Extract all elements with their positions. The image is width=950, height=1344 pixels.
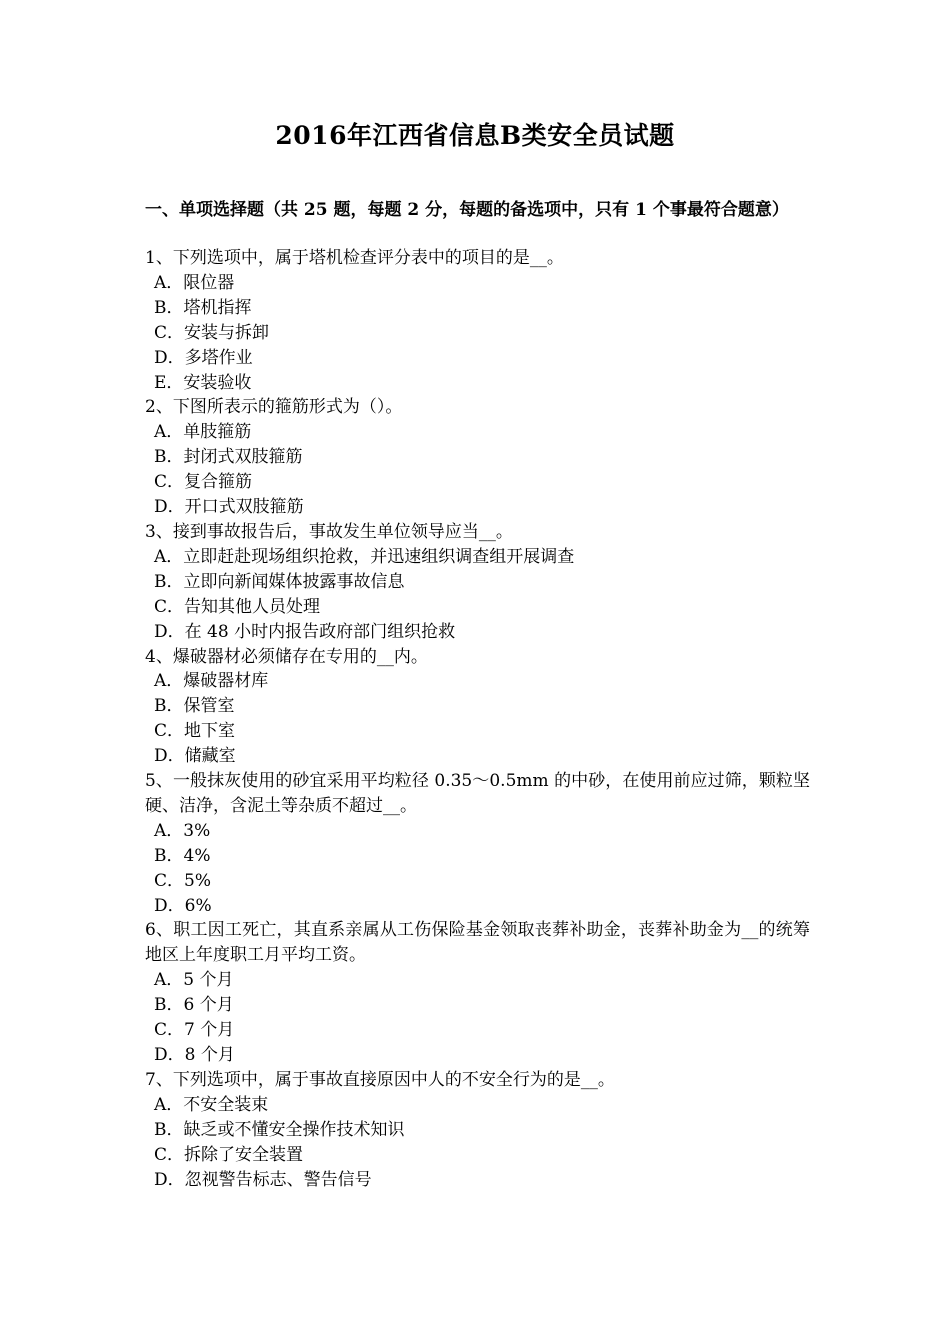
option-letter: B．: [154, 1119, 184, 1140]
option-letter: C．: [154, 1020, 185, 1041]
option-text: 立即向新闻媒体披露事故信息: [183, 571, 405, 592]
option-text: 5 个月: [183, 970, 234, 991]
option-text: 6%: [184, 895, 212, 916]
answer-option: [145, 545, 810, 570]
answer-option: [145, 271, 810, 296]
option-text: 拆除了安全装置: [184, 1144, 304, 1165]
option-text: 封闭式双肢箍筋: [183, 447, 303, 468]
option-text: 储藏室: [184, 746, 236, 767]
option-letter: C．: [154, 721, 185, 742]
option-letter: A．: [154, 820, 184, 841]
answer-option: [145, 595, 810, 620]
option-text: 5%: [184, 870, 211, 891]
option-letter: B．: [154, 297, 184, 318]
option-letter: D．: [154, 497, 185, 518]
answer-option: [145, 570, 810, 595]
question-stem: 5、一般抹灰使用的砂宜采用平均粒径 0.35～0.5mm 的中砂，在使用前应过筛，颗粒坚硬、洁净，含泥土等杂质不超过__。: [145, 771, 810, 816]
option-letter: B．: [154, 571, 184, 592]
option-letter: B．: [154, 845, 184, 866]
answer-option: [145, 371, 810, 396]
question-7: [145, 1068, 810, 1193]
option-text: 安装与拆卸: [184, 322, 270, 343]
question-stem: 3、接到事故报告后，事故发生单位领导应当__。: [145, 521, 513, 542]
answer-option: [145, 470, 810, 495]
option-letter: D．: [154, 895, 185, 916]
option-text: 在 48 小时内报告政府部门组织抢救: [184, 621, 456, 642]
option-text: 开口式双肢箍筋: [184, 497, 304, 518]
answer-option: [145, 620, 810, 645]
option-letter: B．: [154, 995, 184, 1016]
answer-option: [145, 694, 810, 719]
option-letter: A．: [154, 272, 184, 293]
answer-option: [145, 669, 810, 694]
option-letter: C．: [154, 870, 185, 891]
section-heading: 一、单项选择题（共 25 题，每题 2 分，每题的备选项中，只有 1 个事最符合题意）: [145, 200, 789, 220]
option-text: 单肢箍筋: [183, 422, 252, 443]
answer-option: [145, 968, 810, 993]
option-text: 告知其他人员处理: [184, 596, 321, 617]
question-2: [145, 395, 810, 520]
answer-option: [145, 296, 810, 321]
option-letter: C．: [154, 322, 185, 343]
answer-option: [145, 719, 810, 744]
answer-option: [145, 1018, 810, 1043]
question-stem: 2、下图所表示的箍筋形式为（）。: [145, 397, 403, 418]
answer-option: [145, 495, 810, 520]
option-letter: B．: [154, 696, 184, 717]
option-text: 安装验收: [183, 372, 252, 393]
question-list: [145, 246, 810, 1192]
option-text: 复合箍筋: [184, 472, 253, 493]
option-letter: D．: [154, 746, 185, 767]
option-letter: A．: [154, 1094, 184, 1115]
question-3: [145, 520, 810, 645]
question-6: [145, 918, 810, 1067]
option-text: 地下室: [184, 721, 236, 742]
option-letter: A．: [154, 671, 184, 692]
question-stem: 7、下列选项中，属于事故直接原因中人的不安全行为的是__。: [145, 1069, 615, 1090]
option-text: 塔机指挥: [183, 297, 252, 318]
question-stem: 4、爆破器材必须储存在专用的__内。: [145, 646, 428, 667]
option-text: 限位器: [183, 272, 235, 293]
option-text: 爆破器材库: [183, 671, 269, 692]
question-stem: 6、职工因工死亡，其直系亲属从工伤保险基金领取丧葬补助金，丧葬补助金为__的统筹地区上年度职工月平均工资。: [145, 920, 810, 966]
answer-option: [145, 1118, 810, 1143]
answer-option: [145, 1143, 810, 1168]
option-text: 保管室: [183, 696, 235, 717]
answer-option: [145, 844, 810, 869]
option-text: 7 个月: [184, 1020, 235, 1041]
answer-option: [145, 445, 810, 470]
option-letter: D．: [154, 347, 185, 368]
option-text: 多塔作业: [184, 347, 253, 368]
option-letter: C．: [154, 472, 185, 493]
option-text: 忽视警告标志、警告信号: [184, 1169, 372, 1190]
question-4: [145, 645, 810, 770]
option-letter: A．: [154, 970, 184, 991]
answer-option: [145, 1043, 810, 1068]
answer-option: [145, 321, 810, 346]
answer-option: [145, 420, 810, 445]
option-letter: C．: [154, 596, 185, 617]
answer-option: [145, 894, 810, 919]
question-stem: 1、下列选项中，属于塔机检查评分表中的项目的是__。: [145, 248, 564, 268]
option-text: 4%: [183, 845, 211, 866]
option-text: 缺乏或不懂安全操作技术知识: [183, 1119, 405, 1140]
document-title: 2016年江西省信息B类安全员试题: [275, 121, 675, 150]
option-text: 8 个月: [184, 1045, 235, 1065]
answer-option: [145, 993, 810, 1018]
option-letter: A．: [154, 422, 184, 443]
option-letter: D．: [154, 621, 185, 642]
option-text: 3%: [183, 820, 211, 841]
option-letter: D．: [154, 1169, 185, 1190]
option-text: 不安全装束: [183, 1094, 269, 1115]
answer-option: [145, 1168, 810, 1193]
answer-option: [145, 869, 810, 894]
answer-option: [145, 744, 810, 769]
option-letter: A．: [154, 546, 184, 567]
option-text: 6 个月: [183, 995, 234, 1016]
answer-option: [145, 346, 810, 371]
question-1: [145, 246, 810, 395]
question-5: [145, 769, 810, 918]
option-letter: E．: [154, 372, 184, 393]
option-letter: C．: [154, 1144, 185, 1165]
option-text: 立即赶赴现场组织抢救，并迅速组织调查组开展调查: [183, 546, 575, 567]
answer-option: [145, 1093, 810, 1118]
option-letter: B．: [154, 447, 184, 468]
answer-option: [145, 819, 810, 844]
option-letter: D．: [154, 1045, 185, 1065]
